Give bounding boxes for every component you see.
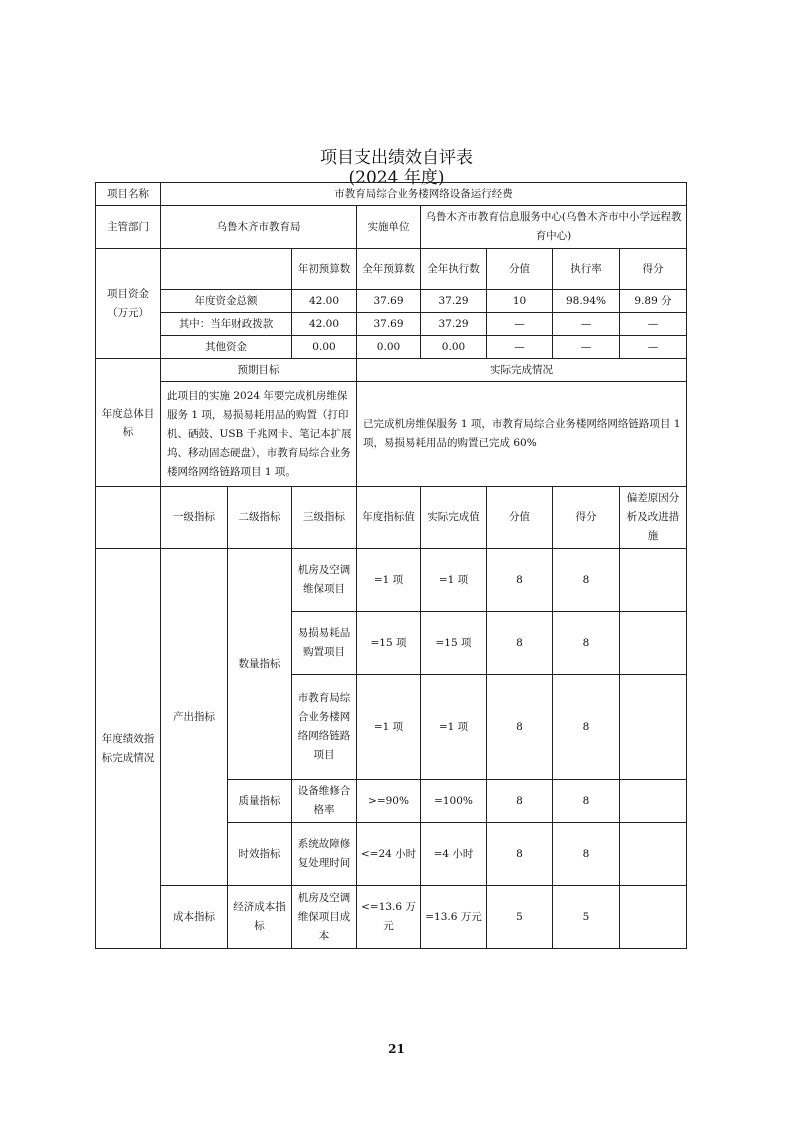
indicator-actual: =1 项	[421, 675, 487, 780]
project-name-row	[96, 183, 687, 206]
implementing-unit-value: 乌鲁木齐市教育信息服务中心(乌鲁木齐市中小学远程教育中心)	[421, 206, 687, 249]
funds-cell: —	[620, 336, 687, 359]
indicators-header-row	[96, 487, 687, 549]
indicator-score: 8	[487, 675, 553, 780]
project-name-label: 项目名称	[96, 183, 161, 206]
funds-header-score: 分值	[487, 249, 553, 290]
funds-header-initial-budget: 年初预算数	[292, 249, 357, 290]
indicator-score: 5	[487, 886, 553, 949]
indicator-name: 市教育局综合业务楼网络网络链路项目	[292, 675, 357, 780]
funds-row-name: 年度资金总额	[161, 290, 292, 313]
funds-cell: —	[487, 336, 553, 359]
goals-header-row	[96, 359, 687, 382]
level2-quantity: 数量指标	[228, 549, 292, 780]
funds-cell: 37.69	[357, 290, 421, 313]
evaluation-table	[95, 182, 687, 949]
indicator-header: 分值	[487, 487, 553, 549]
table-subtitle: (2024 年度)	[348, 168, 445, 188]
indicator-score: 8	[487, 549, 553, 612]
indicator-got: 8	[553, 823, 620, 886]
indicator-header: 二级指标	[228, 487, 292, 549]
indicator-note	[620, 823, 687, 886]
indicator-got: 8	[553, 612, 620, 675]
indicator-note	[620, 675, 687, 780]
implementing-unit-label: 实施单位	[357, 206, 421, 249]
funds-header-rate: 执行率	[553, 249, 620, 290]
page-number: 21	[388, 1042, 405, 1056]
level2-quality: 质量指标	[228, 780, 292, 823]
funds-cell: 98.94%	[553, 290, 620, 313]
indicator-got: 8	[553, 675, 620, 780]
indicator-note	[620, 780, 687, 823]
indicator-note	[620, 886, 687, 949]
level1-output: 产出指标	[161, 549, 228, 886]
indicator-target: >=90%	[357, 780, 421, 823]
funds-fiscal-row	[96, 313, 687, 336]
indicators-section-label: 年度绩效指标完成情况	[96, 549, 161, 949]
project-name-value: 市教育局综合业务楼网络设备运行经费	[161, 183, 687, 206]
funds-cell: 37.29	[421, 313, 487, 336]
funds-header-annual-budget: 全年预算数	[357, 249, 421, 290]
indicator-name: 机房及空调维保项目	[292, 549, 357, 612]
funds-blank-header	[161, 249, 292, 290]
indicator-header: 偏差原因分析及改进措施	[620, 487, 687, 549]
department-row	[96, 206, 687, 249]
funds-cell: 37.29	[421, 290, 487, 313]
indicator-actual: =100%	[421, 780, 487, 823]
department-value: 乌鲁木齐市教育局	[161, 206, 357, 249]
expected-goal-header: 预期目标	[161, 359, 357, 382]
expected-goal-text: 此项目的实施 2024 年要完成机房维保服务 1 项，易损易耗用品的购置（打印机、硒鼓、USB 千兆网卡、笔记本扩展坞、移动固态硬盘），市教育局综合业务楼网络网络链路项目 1 项。	[161, 382, 357, 487]
goals-content-row	[96, 382, 687, 487]
indicator-got: 8	[553, 549, 620, 612]
funds-header-row	[96, 249, 687, 290]
indicator-got: 5	[553, 886, 620, 949]
indicator-target: <=13.6 万元	[357, 886, 421, 949]
actual-result-header: 实际完成情况	[357, 359, 687, 382]
funds-label: 项目资金（万元）	[96, 249, 161, 359]
funds-cell: —	[487, 313, 553, 336]
funds-cell: —	[553, 313, 620, 336]
indicator-header: 年度指标值	[357, 487, 421, 549]
indicator-got: 8	[553, 780, 620, 823]
funds-other-row	[96, 336, 687, 359]
funds-cell: 0.00	[292, 336, 357, 359]
indicator-actual: =15 项	[421, 612, 487, 675]
indicator-score: 8	[487, 823, 553, 886]
indicator-name: 设备维修合格率	[292, 780, 357, 823]
actual-result-text: 已完成机房维保服务 1 项，市教育局综合业务楼网络网络链路项目 1 项，易损易耗用品的购置已完成 60%	[357, 382, 687, 487]
funds-cell: —	[553, 336, 620, 359]
indicator-header: 实际完成值	[421, 487, 487, 549]
indicator-score: 8	[487, 780, 553, 823]
indicator-actual: =13.6 万元	[421, 886, 487, 949]
funds-header-executed: 全年执行数	[421, 249, 487, 290]
indicator-header: 得分	[553, 487, 620, 549]
level2-timeliness: 时效指标	[228, 823, 292, 886]
indicators-header-blank	[96, 487, 161, 549]
funds-cell: —	[620, 313, 687, 336]
indicator-actual: =4 小时	[421, 823, 487, 886]
indicator-actual: =1 项	[421, 549, 487, 612]
indicator-name: 易损易耗品购置项目	[292, 612, 357, 675]
funds-cell: 37.69	[357, 313, 421, 336]
indicator-target: =1 项	[357, 675, 421, 780]
indicator-row	[96, 886, 687, 949]
indicator-score: 8	[487, 612, 553, 675]
funds-cell: 42.00	[292, 313, 357, 336]
department-label: 主管部门	[96, 206, 161, 249]
indicator-target: =15 项	[357, 612, 421, 675]
indicator-note	[620, 549, 687, 612]
indicator-row	[96, 549, 687, 612]
level1-cost: 成本指标	[161, 886, 228, 949]
funds-total-row	[96, 290, 687, 313]
funds-row-name: 其中：当年财政拨款	[161, 313, 292, 336]
funds-cell: 0.00	[357, 336, 421, 359]
funds-row-name: 其他资金	[161, 336, 292, 359]
funds-cell: 42.00	[292, 290, 357, 313]
goals-label: 年度总体目标	[96, 359, 161, 487]
indicator-header: 三级指标	[292, 487, 357, 549]
funds-cell: 9.89 分	[620, 290, 687, 313]
indicator-note	[620, 612, 687, 675]
funds-header-points: 得分	[620, 249, 687, 290]
indicator-name: 系统故障修复处理时间	[292, 823, 357, 886]
table-title: 项目支出绩效自评表	[320, 148, 473, 168]
indicator-name: 机房及空调维保项目成本	[292, 886, 357, 949]
indicator-target: =1 项	[357, 549, 421, 612]
indicator-header: 一级指标	[161, 487, 228, 549]
indicator-target: <=24 小时	[357, 823, 421, 886]
funds-cell: 0.00	[421, 336, 487, 359]
funds-cell: 10	[487, 290, 553, 313]
level2-economic-cost: 经济成本指标	[228, 886, 292, 949]
